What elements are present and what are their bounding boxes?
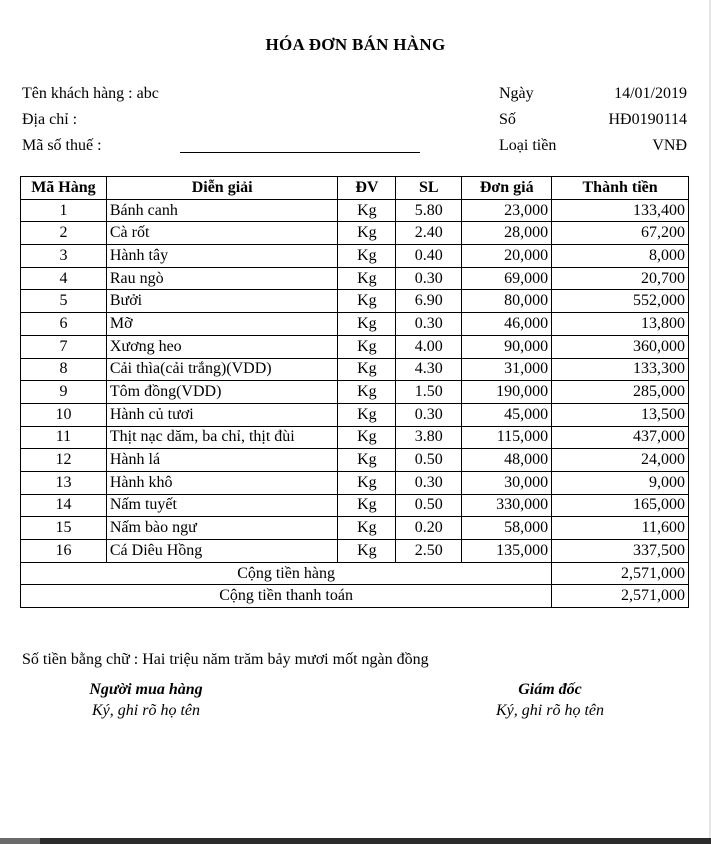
cell-quantity: 4.30 — [396, 358, 462, 381]
cell-unit-price: 20,000 — [462, 245, 552, 268]
cell-description: Thịt nạc dăm, ba chỉ, thịt đùi — [106, 426, 338, 449]
cell-code: 5 — [21, 290, 107, 313]
cell-unit-price: 46,000 — [462, 313, 552, 336]
cell-amount: 337,500 — [552, 540, 689, 563]
cell-description: Hành tây — [106, 245, 338, 268]
director-role: Giám đốc — [518, 681, 582, 698]
invoice-title: HÓA ĐƠN BÁN HÀNG — [265, 35, 446, 54]
cell-unit: Kg — [338, 471, 396, 494]
cell-unit: Kg — [338, 540, 396, 563]
bottom-scrollbar[interactable] — [0, 838, 711, 844]
cell-amount: 360,000 — [552, 335, 689, 358]
cell-description: Cải thìa(cải trắng)(VDD) — [106, 358, 338, 381]
cell-unit-price: 28,000 — [462, 222, 552, 245]
cell-unit: Kg — [338, 449, 396, 472]
cell-description: Xương heo — [106, 335, 338, 358]
cell-unit-price: 58,000 — [462, 517, 552, 540]
scrollbar-thumb[interactable] — [0, 838, 40, 844]
cell-unit-price: 30,000 — [462, 471, 552, 494]
table-row — [21, 335, 689, 358]
cell-amount: 285,000 — [552, 381, 689, 404]
cell-description: Cá Diêu Hồng — [106, 540, 338, 563]
cell-unit: Kg — [338, 494, 396, 517]
table-row — [21, 267, 689, 290]
cell-quantity: 0.30 — [396, 403, 462, 426]
cell-description: Hành lá — [106, 449, 338, 472]
director-note: Ký, ghi rõ họ tên — [496, 702, 604, 719]
total-row — [21, 585, 689, 608]
cell-code: 13 — [21, 471, 107, 494]
buyer-signature-block — [36, 681, 256, 720]
cell-amount: 165,000 — [552, 494, 689, 517]
table-row — [21, 471, 689, 494]
cell-code: 11 — [21, 426, 107, 449]
cell-quantity: 4.00 — [396, 335, 462, 358]
cell-amount: 20,700 — [552, 267, 689, 290]
cell-code: 16 — [21, 540, 107, 563]
cell-amount: 133,400 — [552, 199, 689, 222]
cell-unit: Kg — [338, 381, 396, 404]
total-label: Cộng tiền thanh toán — [21, 585, 552, 608]
cell-code: 10 — [21, 403, 107, 426]
cell-unit: Kg — [338, 403, 396, 426]
date-label: Ngày — [499, 85, 534, 102]
cell-unit: Kg — [338, 517, 396, 540]
cell-unit-price: 90,000 — [462, 335, 552, 358]
cell-amount: 11,600 — [552, 517, 689, 540]
cell-quantity: 1.50 — [396, 381, 462, 404]
invoice-number-label: Số — [499, 111, 516, 128]
cell-unit-price: 330,000 — [462, 494, 552, 517]
cell-quantity: 0.50 — [396, 449, 462, 472]
cell-description: Hành khô — [106, 471, 338, 494]
cell-code: 12 — [21, 449, 107, 472]
cell-code: 9 — [21, 381, 107, 404]
table-row — [21, 403, 689, 426]
cell-unit: Kg — [338, 290, 396, 313]
cell-code: 8 — [21, 358, 107, 381]
header-amount: Thành tiền — [552, 177, 689, 200]
subtotal-value: 2,571,000 — [552, 562, 689, 585]
address-label: Địa chỉ : — [22, 111, 78, 128]
cell-quantity: 0.40 — [396, 245, 462, 268]
cell-code: 1 — [21, 199, 107, 222]
header-quantity: SL — [396, 177, 462, 200]
header-unit-price: Đơn giá — [462, 177, 552, 200]
cell-unit: Kg — [338, 222, 396, 245]
cell-amount: 13,500 — [552, 403, 689, 426]
cell-code: 3 — [21, 245, 107, 268]
cell-unit-price: 69,000 — [462, 267, 552, 290]
cell-unit: Kg — [338, 245, 396, 268]
total-value: 2,571,000 — [552, 585, 689, 608]
cell-unit-price: 80,000 — [462, 290, 552, 313]
cell-quantity: 2.50 — [396, 540, 462, 563]
table-row — [21, 358, 689, 381]
cell-code: 7 — [21, 335, 107, 358]
cell-quantity: 0.30 — [396, 267, 462, 290]
cell-unit-price: 190,000 — [462, 381, 552, 404]
cell-code: 15 — [21, 517, 107, 540]
cell-amount: 67,200 — [552, 222, 689, 245]
table-header-row — [21, 177, 689, 200]
cell-unit-price: 115,000 — [462, 426, 552, 449]
table-row — [21, 290, 689, 313]
currency-label: Loại tiền — [499, 137, 557, 154]
table-row — [21, 517, 689, 540]
table-body — [21, 199, 689, 562]
cell-description: Cà rốt — [106, 222, 338, 245]
cell-quantity: 3.80 — [396, 426, 462, 449]
cell-unit: Kg — [338, 313, 396, 336]
director-signature-block — [440, 681, 660, 720]
cell-amount: 24,000 — [552, 449, 689, 472]
cell-description: Mỡ — [106, 313, 338, 336]
buyer-note: Ký, ghi rõ họ tên — [92, 702, 200, 719]
buyer-role: Người mua hàng — [89, 681, 203, 698]
cell-unit-price: 135,000 — [462, 540, 552, 563]
cell-quantity: 0.30 — [396, 471, 462, 494]
cell-unit: Kg — [338, 426, 396, 449]
cell-amount: 8,000 — [552, 245, 689, 268]
cell-amount: 9,000 — [552, 471, 689, 494]
header-code: Mã Hàng — [21, 177, 107, 200]
cell-unit-price: 48,000 — [462, 449, 552, 472]
currency-value: VNĐ — [652, 137, 687, 154]
table-row — [21, 245, 689, 268]
cell-description: Nấm bào ngư — [106, 517, 338, 540]
invoice-number-value: HĐ0190114 — [608, 111, 687, 128]
cell-amount: 13,800 — [552, 313, 689, 336]
cell-code: 14 — [21, 494, 107, 517]
subtotal-row — [21, 562, 689, 585]
cell-description: Tôm đồng(VDD) — [106, 381, 338, 404]
customer-label: Tên khách hàng : abc — [22, 85, 159, 102]
table-row — [21, 381, 689, 404]
cell-unit: Kg — [338, 358, 396, 381]
tax-code-label: Mã số thuế : — [22, 137, 102, 154]
header-description: Diễn giải — [106, 177, 338, 200]
amount-in-words: Số tiền bằng chữ : Hai triệu năm trăm bảy mươi mốt ngàn đồng — [22, 651, 429, 668]
table-row — [21, 449, 689, 472]
cell-description: Bưởi — [106, 290, 338, 313]
table-row — [21, 313, 689, 336]
cell-description: Rau ngò — [106, 267, 338, 290]
cell-code: 2 — [21, 222, 107, 245]
cell-unit-price: 31,000 — [462, 358, 552, 381]
cell-code: 6 — [21, 313, 107, 336]
cell-description: Bánh canh — [106, 199, 338, 222]
cell-unit-price: 45,000 — [462, 403, 552, 426]
cell-amount: 133,300 — [552, 358, 689, 381]
cell-amount: 437,000 — [552, 426, 689, 449]
cell-unit: Kg — [338, 199, 396, 222]
cell-unit-price: 23,000 — [462, 199, 552, 222]
cell-quantity: 0.30 — [396, 313, 462, 336]
table-row — [21, 222, 689, 245]
table-row — [21, 426, 689, 449]
table-row — [21, 540, 689, 563]
date-value: 14/01/2019 — [614, 85, 687, 102]
table-row — [21, 494, 689, 517]
cell-quantity: 0.50 — [396, 494, 462, 517]
table-row — [21, 199, 689, 222]
cell-amount: 552,000 — [552, 290, 689, 313]
cell-quantity: 0.20 — [396, 517, 462, 540]
cell-description: Hành củ tươi — [106, 403, 338, 426]
header-unit: ĐV — [338, 177, 396, 200]
cell-quantity: 2.40 — [396, 222, 462, 245]
cell-unit: Kg — [338, 335, 396, 358]
cell-quantity: 6.90 — [396, 290, 462, 313]
cell-quantity: 5.80 — [396, 199, 462, 222]
cell-unit: Kg — [338, 267, 396, 290]
items-table — [20, 176, 689, 608]
tax-code-line — [180, 152, 420, 153]
subtotal-label: Cộng tiền hàng — [21, 562, 552, 585]
cell-code: 4 — [21, 267, 107, 290]
cell-description: Nấm tuyết — [106, 494, 338, 517]
